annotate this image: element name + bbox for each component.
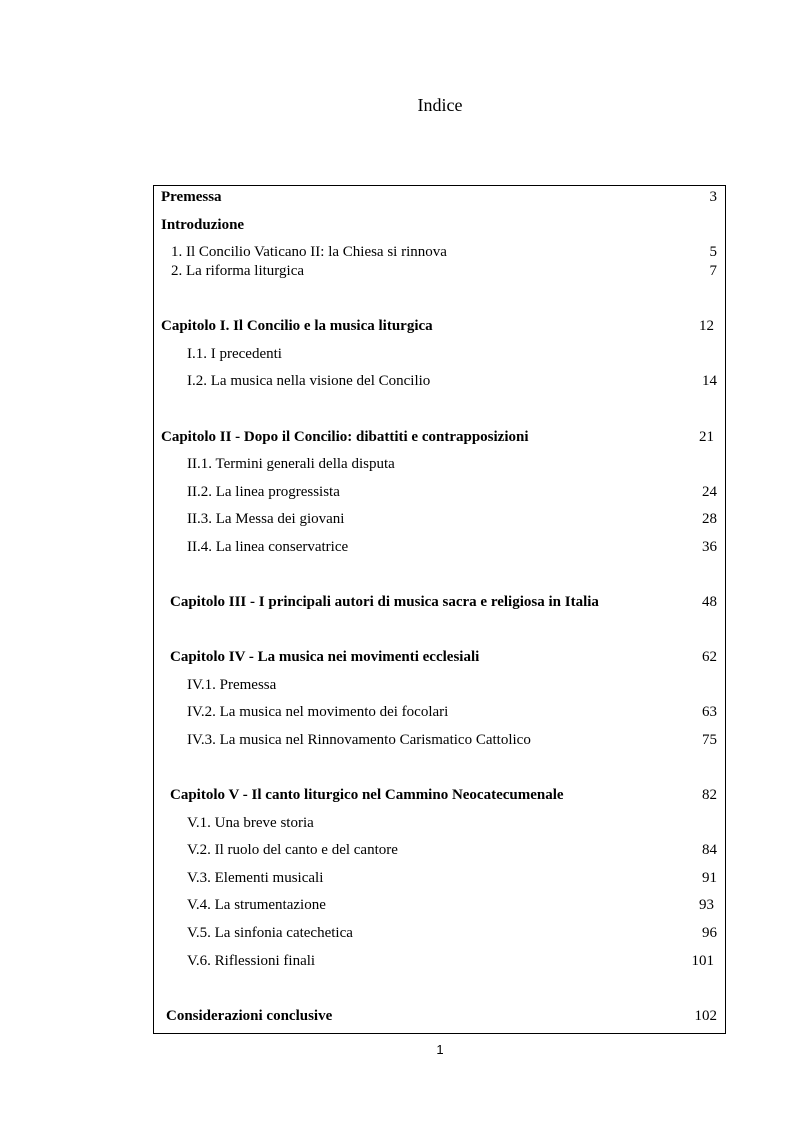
toc-entry-label: IV.1. Premessa — [187, 677, 277, 693]
toc-entry-page: 93 — [699, 897, 714, 913]
toc-entry-label: IV.2. La musica nel movimento dei focolari — [187, 704, 449, 720]
toc-entry-page: 12 — [699, 318, 714, 334]
toc-entry-page: 24 — [702, 484, 717, 500]
toc-entry-label: II.2. La linea progressista — [187, 484, 340, 500]
toc-entry-label: 2. La riforma liturgica — [171, 263, 305, 279]
toc-entry-label: 1. Il Concilio Vaticano II: la Chiesa si rinnova — [171, 244, 447, 260]
toc-entry-page: 63 — [702, 704, 717, 720]
toc-entry-label: Introduzione — [161, 217, 245, 233]
toc-entry-label: Capitolo II - Dopo il Concilio: dibattiti e contrapposizioni — [161, 429, 529, 445]
toc-entry-label: V.4. La strumentazione — [187, 897, 326, 913]
toc-entry-page: 82 — [702, 787, 717, 803]
toc-entry-page: 14 — [702, 373, 717, 389]
toc-entry-label: IV.3. La musica nel Rinnovamento Carismatico Cattolico — [187, 732, 531, 748]
toc-entry-page: 48 — [702, 594, 717, 610]
toc-entry-label: Premessa — [161, 189, 222, 205]
toc-entry-label: Capitolo IV - La musica nei movimenti ecclesiali — [170, 649, 480, 665]
toc-entry-page: 84 — [702, 842, 717, 858]
toc-entry-label: V.3. Elementi musicali — [187, 870, 324, 886]
toc-entry-label: V.5. La sinfonia catechetica — [187, 925, 353, 941]
toc-entry-page: 96 — [702, 925, 717, 941]
page-number: 1 — [436, 1042, 444, 1057]
toc-entry-page: 91 — [702, 870, 717, 886]
toc-entry-label: I.2. La musica nella visione del Concilio — [187, 373, 431, 389]
toc-entry-page: 7 — [709, 263, 717, 279]
toc-entry-page: 21 — [699, 429, 714, 445]
toc-entry-page: 3 — [709, 189, 717, 205]
toc-entry-label: Capitolo III - I principali autori di musica sacra e religiosa in Italia — [170, 594, 599, 610]
toc-entry-page: 75 — [702, 732, 717, 748]
page-title: Indice — [417, 95, 463, 115]
toc-entry-label: V.1. Una breve storia — [187, 815, 314, 831]
toc-entry-label: Capitolo I. Il Concilio e la musica liturgica — [161, 318, 433, 334]
toc-entry-page: 5 — [709, 244, 717, 260]
toc-entry-label: I.1. I precedenti — [187, 346, 282, 362]
toc-entry-label: Capitolo V - Il canto liturgico nel Cammino Neocatecumenale — [170, 787, 564, 803]
toc-entry-page: 102 — [694, 1008, 717, 1024]
toc-entry-label: II.3. La Messa dei giovani — [187, 511, 345, 527]
toc-entry-page: 101 — [691, 953, 714, 969]
toc-entry-page: 28 — [702, 511, 717, 527]
toc-entry-label: Considerazioni conclusive — [166, 1008, 333, 1024]
table-of-contents — [153, 185, 726, 1034]
toc-entry-page: 36 — [702, 539, 717, 555]
toc-entry-label: V.2. Il ruolo del canto e del cantore — [187, 842, 398, 858]
toc-entry-page: 62 — [702, 649, 717, 665]
toc-entry-label: V.6. Riflessioni finali — [187, 953, 316, 969]
toc-entry-label: II.1. Termini generali della disputa — [187, 456, 395, 472]
toc-entry-label: II.4. La linea conservatrice — [187, 539, 349, 555]
